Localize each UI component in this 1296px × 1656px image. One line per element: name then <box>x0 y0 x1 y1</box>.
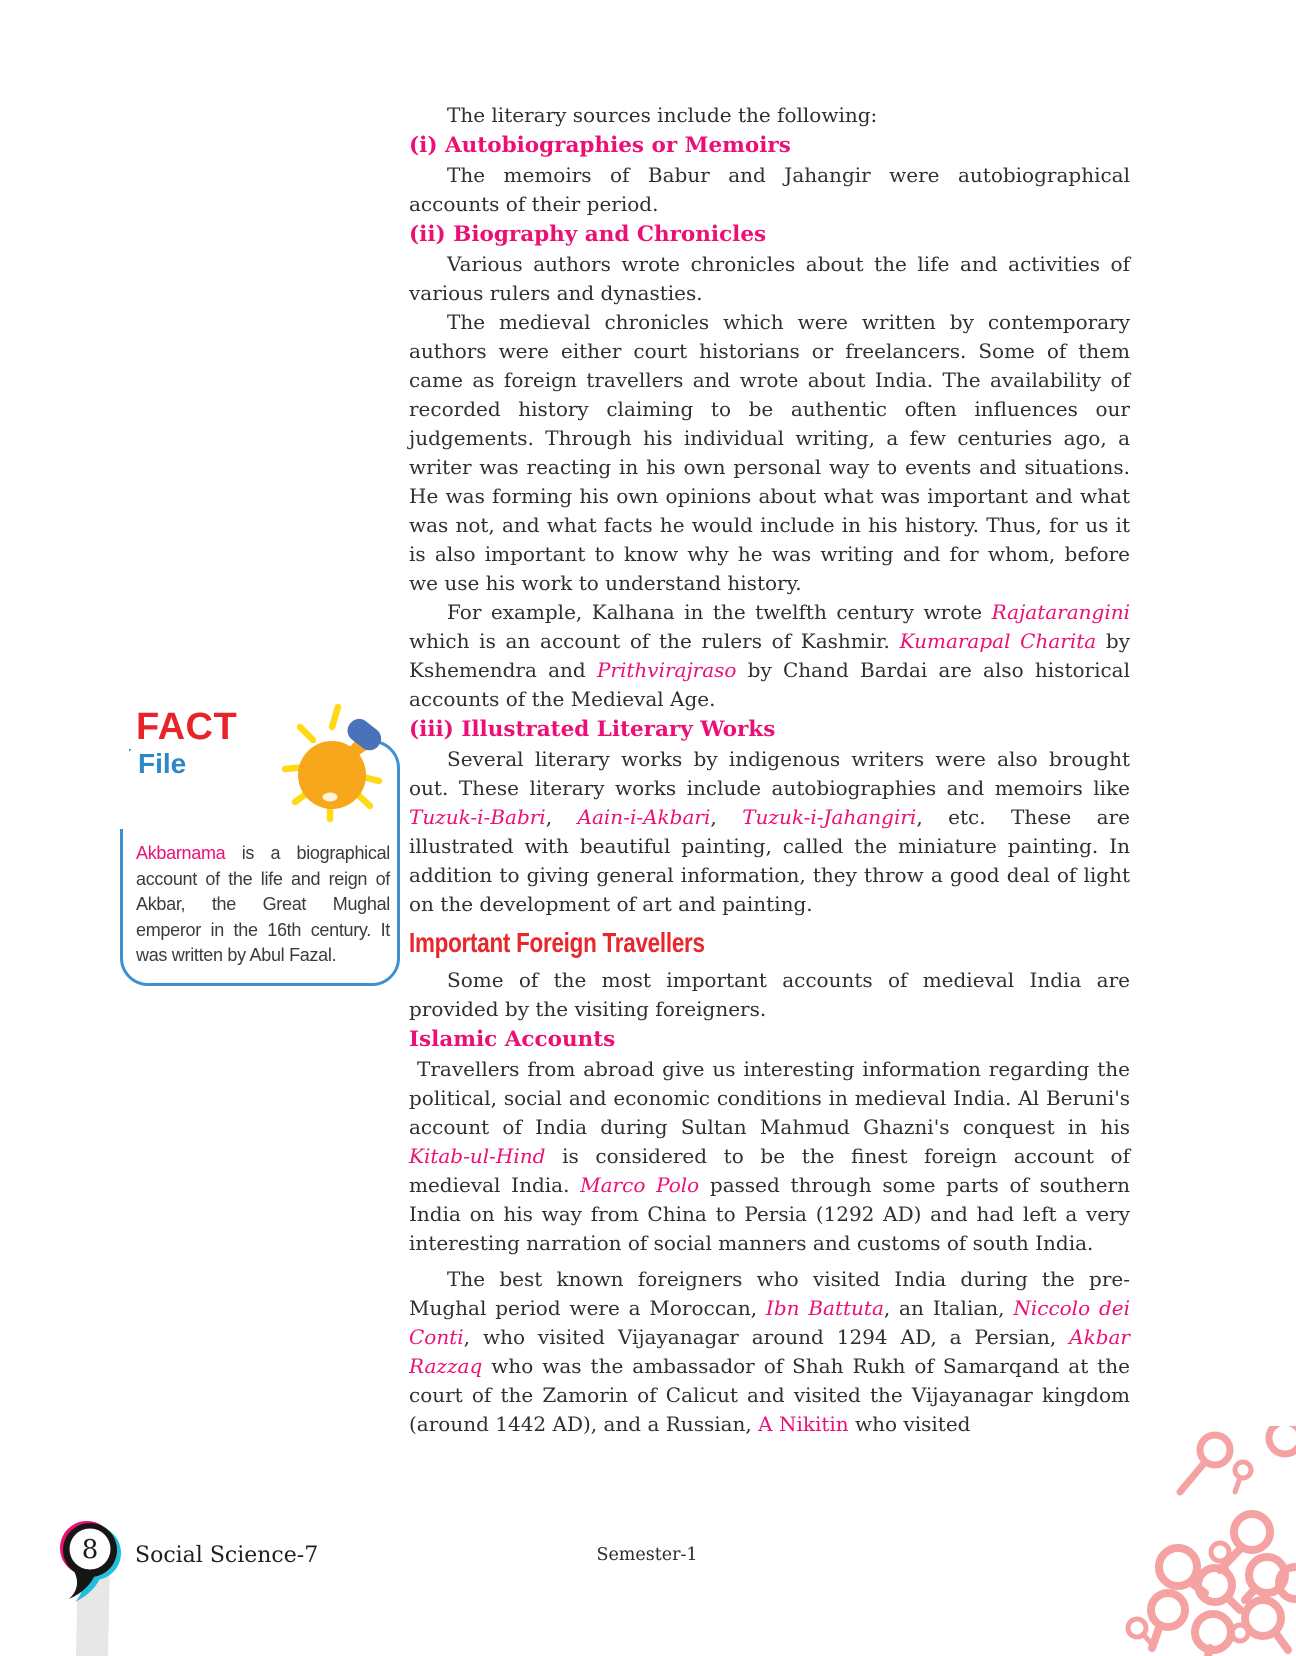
fact-term-akbarnama: Akbarnama <box>136 843 226 863</box>
heading-islamic-accounts: Islamic Accounts <box>409 1027 616 1052</box>
text-run: by Chand Bardai are also historical accounts of the Medieval Age. <box>409 658 1130 711</box>
text-run: which is an account of the rulers of Kashmir. <box>409 629 900 653</box>
decorative-circles <box>1056 1426 1296 1656</box>
footer-semester: Semester-1 <box>596 1545 698 1565</box>
text-run: The medieval chronicles which were written by contemporary authors were either court historians or freelancers. Some of them came as foreign travellers and wrote about India. The availability of recorded history claiming to be authentic often influences our judgements. Through his individual writing, a few centuries ago, a writer was reacting in his own personal way to events and situations. He was forming his own opinions about what was important and what was not, and what facts he would include in his history. Thus, for us it is also important to know why he was writing and for whom, before we use his work to understand history. <box>409 310 1130 595</box>
heading-illustrated-works: (iii) Illustrated Literary Works <box>409 717 776 742</box>
highlighted-term: Ibn Battuta <box>765 1296 884 1320</box>
highlighted-term: Rajatarangini <box>991 600 1130 624</box>
highlighted-term: Prithvirajraso <box>596 658 737 682</box>
fact-title-word-file: File <box>138 748 187 779</box>
text-run: Several literary works by indigenous writers were also brought out. These literary works include autobiographies and memoirs like <box>409 747 1130 800</box>
text-run: , <box>710 805 743 829</box>
heading-text: Important Foreign Travellers <box>409 927 705 958</box>
main-text-column <box>409 101 1130 1439</box>
lightbulb-icon <box>280 695 392 823</box>
paragraph <box>409 250 1130 308</box>
text-run: who was the ambassador of Shah Rukh of Samarqand at the court of the Zamorin of Calicut and visited the Vijayanagar kingdom (around 1442 AD), and a Russian, <box>409 1354 1130 1436</box>
text-run: The literary sources include the following: <box>447 103 878 127</box>
highlighted-term: Kitab-ul-Hind <box>409 1144 546 1168</box>
page-number-badge <box>58 1520 122 1608</box>
fact-title-word-fact: FACT <box>136 706 238 748</box>
paragraph <box>409 308 1130 598</box>
text-run: Some of the most important accounts of medieval India are provided by the visiting foreigners. <box>409 968 1130 1021</box>
paragraph <box>409 598 1130 714</box>
text-run: , <box>545 805 578 829</box>
highlighted-term: A Nikitin <box>758 1412 849 1436</box>
paragraph <box>409 161 1130 219</box>
text-run: Various authors wrote chronicles about the life and activities of various rulers and dynasties. <box>409 252 1130 305</box>
highlighted-term: Marco Polo <box>580 1173 700 1197</box>
highlighted-term: Aain-i-Akbari <box>577 805 711 829</box>
text-run: , who visited Vijayanagar around 1294 AD, a Persian, <box>463 1325 1070 1349</box>
heading-biography-chronicles: (ii) Biography and Chronicles <box>409 222 767 247</box>
highlighted-term: Tuzuk-i-Babri <box>409 805 546 829</box>
highlighted-term: Niccolo dei Conti <box>409 1296 1130 1349</box>
footer-book-title: Social Science-7 <box>135 1543 319 1568</box>
text-run: Travellers from abroad give us interesting information regarding the political, social and economic conditions in medieval India. Al Beruni's account of India during Sultan Mahmud Ghazni's conquest in his <box>409 1057 1130 1139</box>
text-run: The best known foreigners who visited India during the pre-Mughal period were a Moroccan, <box>409 1267 1130 1320</box>
heading-autobiographies: (i) Autobiographies or Memoirs <box>409 133 791 158</box>
paragraph <box>409 745 1130 919</box>
text-run: is considered to be the finest foreign account of medieval India. <box>409 1144 1130 1197</box>
highlighted-term: Kumarapal Charita <box>899 629 1097 653</box>
text-run: The memoirs of Babur and Jahangir were autobiographical accounts of their period. <box>409 163 1130 216</box>
page-number: 8 <box>81 1535 99 1565</box>
text-run: For example, Kalhana in the twelfth century wrote <box>447 600 992 624</box>
paragraph <box>409 1055 1130 1258</box>
text-run: by Kshemendra and <box>409 629 1130 682</box>
fact-file-title <box>136 708 237 778</box>
fact-file-text <box>136 841 390 969</box>
fact-box-border-mask-left <box>112 732 129 829</box>
intro-line <box>409 101 1130 130</box>
highlighted-term: Tuzuk-i-Jahangiri <box>742 805 917 829</box>
paragraph <box>409 966 1130 1024</box>
text-run: who visited <box>848 1412 971 1436</box>
highlighted-term: Akbar Razzaq <box>409 1325 1130 1378</box>
paragraph <box>409 1265 1130 1439</box>
text-run: , an Italian, <box>883 1296 1014 1320</box>
text-run: , etc. These are illustrated with beautiful painting, called the miniature painting. In addition to giving general information, they throw a good deal of light on the development of art and painting. <box>409 805 1131 916</box>
text-run: passed through some parts of southern India on his way from China to Persia (1292 AD) and had left a very interesting narration of social manners and customs of south India. <box>409 1173 1130 1255</box>
heading-important-foreign-travellers <box>409 927 1130 961</box>
fact-text-body: is a biographical account of the life and reign of Akbar, the Great Mughal emperor in the 16th century. It was written by Abul Fazal. <box>136 843 390 965</box>
